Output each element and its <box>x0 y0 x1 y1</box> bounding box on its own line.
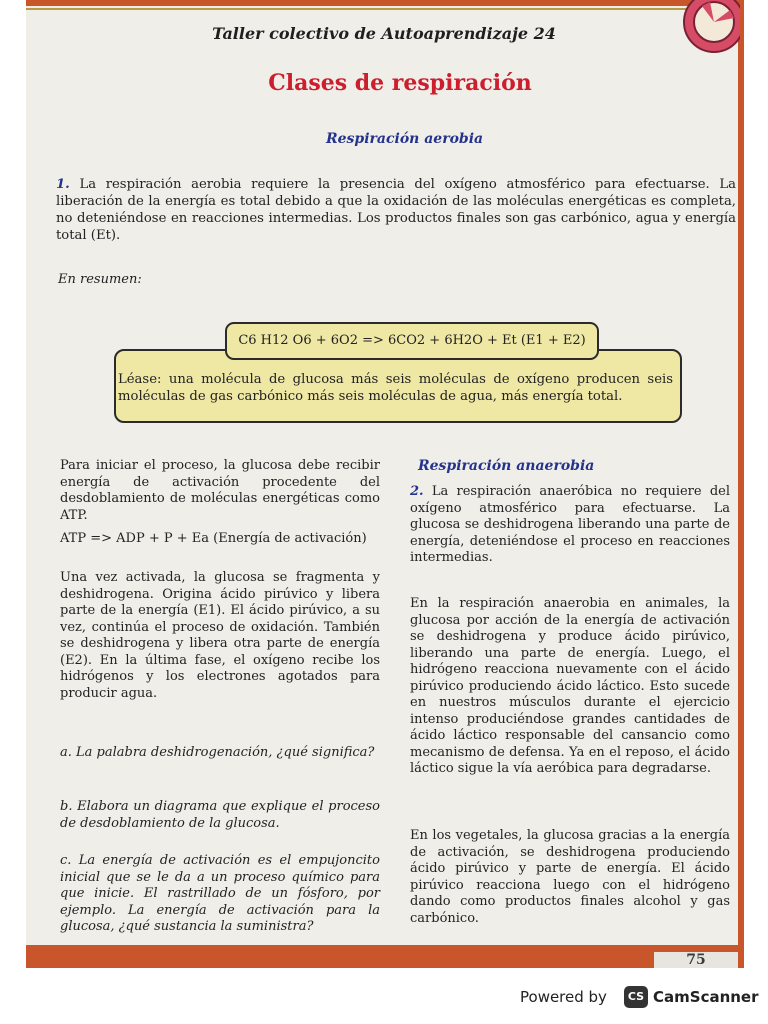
item-number: 1. <box>56 177 70 192</box>
left-paragraph-activation: Para iniciar el proceso, la glucosa debe recibir energía de activación procedente del desdoblamiento de moléculas energéticas como ATP. <box>60 458 380 523</box>
anaerobia-text: La respiración anaeróbica no requiere del oxígeno atmosférico para efectuarse. La glucosa se deshidrogena liberando una parte de energía, deteniéndose el proceso en reacciones intermedias. <box>410 484 731 565</box>
top-border <box>26 0 744 6</box>
question-b: b. Elabora un diagrama que explique el proceso de desdoblamiento de la glucosa. <box>60 799 380 831</box>
powered-by-text: Powered by <box>520 988 607 1006</box>
camscanner-brand: CamScanner <box>653 988 759 1006</box>
item-number: 2. <box>410 484 424 499</box>
anaerobia-paragraph <box>410 484 730 567</box>
left-paragraph-oxidation: Una vez activada, la glucosa se fragmenta y deshidrogena. Origina ácido pirúvico y libera parte de la energía (E1). El ácido pirúvico, a su vez, continúa el proceso de oxidación. También se deshidrogena y libera otra parte de energía (E2). En la última fase, el oxígeno recibe los hidrógenos y los electrones agotados para producir agua. <box>60 570 380 701</box>
section-heading-anaerobia: Respiración anaerobia <box>418 458 595 474</box>
plants-paragraph: En los vegetales, la glucosa gracias a la energía de activación, se deshidrogena produciendo ácido pirúvico y parte de energía. El ácido pirúvico reacciona luego con el hidrógeno dando como productos finales alcohol y gas carbónico. <box>410 828 730 926</box>
reading-text: Léase: una molécula de glucosa más seis moléculas de oxígeno producen seis moléculas de gas carbónico más seis moléculas de agua, más energía total. <box>118 372 673 404</box>
aerobia-paragraph <box>56 176 736 244</box>
top-rule <box>26 8 726 10</box>
animals-paragraph: En la respiración anaerobia en animales, la glucosa por acción de la energía de activación se deshidrogena y produce ácido pirúvico, liberando una parte de energía. Luego, el hidrógeno reacciona nuevamente con el ácido pirúvico produciendo ácido láctico. Esto sucede en nuestros músculos durante el ejercicio intenso produciéndose grandes cantidades de ácido láctico responsable del cansancio como mecanismo de defensa. Ya en el reposo, el ácido láctico sigue la vía aeróbica para degradarse. <box>410 596 730 776</box>
right-border <box>738 0 744 950</box>
summary-label: En resumen: <box>58 272 142 287</box>
formula-box <box>225 322 599 360</box>
question-c: c. La energía de activación es el empujoncito inicial que se le da a un proceso químico para que inicie. El rastrillado de un fósforo, por ejemplo. La energía de activación para la glucosa, ¿qué sustancia la suministra? <box>60 853 380 934</box>
page-number: 75 <box>686 952 706 968</box>
aerobia-text: La respiración aerobia requiere la presencia del oxígeno atmosférico para efectuarse. La liberación de la energía es total debido a que la oxidación de las moléculas energéticas es completa, no deteniéndose en reacciones intermedias. Los productos finales son gas carbónico, agua y energía total (Et). <box>56 177 736 243</box>
chemical-equation: C6 H12 O6 + 6O2 => 6CO2 + 6H2O + Et (E1 + E2) <box>238 333 586 348</box>
series-title: Taller colectivo de Autoaprendizaje 24 <box>212 24 556 43</box>
section-heading-aerobia: Respiración aerobia <box>326 131 484 147</box>
camscanner-logo-icon: CS <box>624 986 648 1008</box>
bottom-border <box>26 945 744 968</box>
question-a: a. La palabra deshidrogenación, ¿qué significa? <box>60 745 375 760</box>
page-title: Clases de respiración <box>268 70 532 96</box>
atp-equation: ATP => ADP + P + Ea (Energía de activación) <box>60 531 367 546</box>
